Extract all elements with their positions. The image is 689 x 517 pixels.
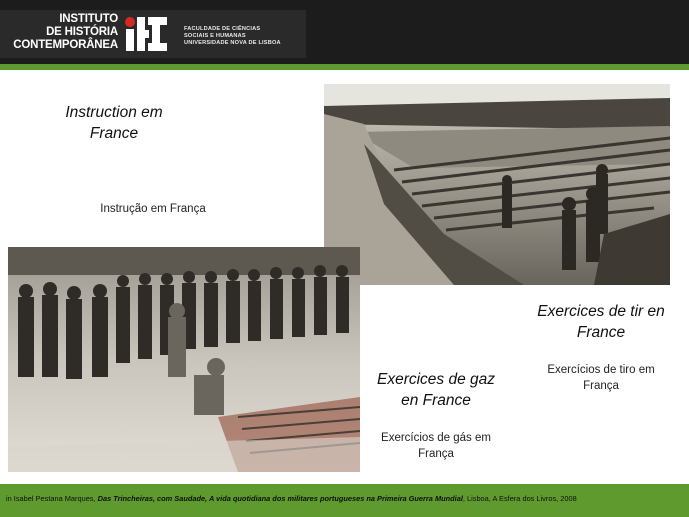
instruction-title-line-2: France [89,125,139,142]
tir-title [520,301,682,343]
citation-prefix: in Isabel Pestana Marques, [6,494,98,503]
instruction-title-line-1: Instruction em [65,104,163,121]
tir-caption-line-2: França [583,380,619,392]
tir-caption [526,362,676,394]
logo-line-1: INSTITUTO [59,13,118,25]
soldiers-gas-drill-photo [8,247,360,472]
gaz-title-line-1: Exercices de gaz [376,371,496,388]
source-citation [6,494,686,504]
tir-title-line-2: France [576,324,626,341]
gaz-caption [361,430,511,462]
citation-suffix: , Lisboa, A Esfera dos Livros, 2008 [462,494,577,503]
faculty-name [184,26,304,47]
logo-line-2: DE HISTÓRIA [46,26,118,38]
faculty-line-2: SOCIAIS E HUMANAS [184,33,246,39]
tir-caption-line-1: Exercícios de tiro em [547,364,655,376]
logo-line-3: CONTEMPORÂNEA [13,39,118,51]
header-bar [0,0,689,64]
faculty-line-3: UNIVERSIDADE NOVA DE LISBOA [184,40,281,46]
trench-field-image [324,84,670,285]
gaz-caption-line-2: França [418,448,454,460]
gaz-caption-line-1: Exercícios de gás em [381,432,491,444]
institution-logo [0,10,306,58]
citation-book-title: Das Trincheiras, com Saudade, A vida quotidiana dos militares portugueses na Primeira Guerra Mundial [97,494,463,503]
header-accent-stripe [0,64,689,70]
soldiers-gas-drill-image [8,247,360,472]
ihc-logo-icon [124,16,168,52]
instruction-caption: Instrução em França [100,203,206,215]
tir-title-line-1: Exercices de tir en [537,303,665,320]
gaz-title-line-2: en France [401,392,471,409]
footer-bar [0,484,689,517]
logo-text [4,13,118,52]
instruction-title [48,102,180,144]
gaz-title [362,369,510,411]
faculty-line-1: FACULDADE DE CIÊNCIAS [184,26,261,32]
trench-field-photo [324,84,670,285]
